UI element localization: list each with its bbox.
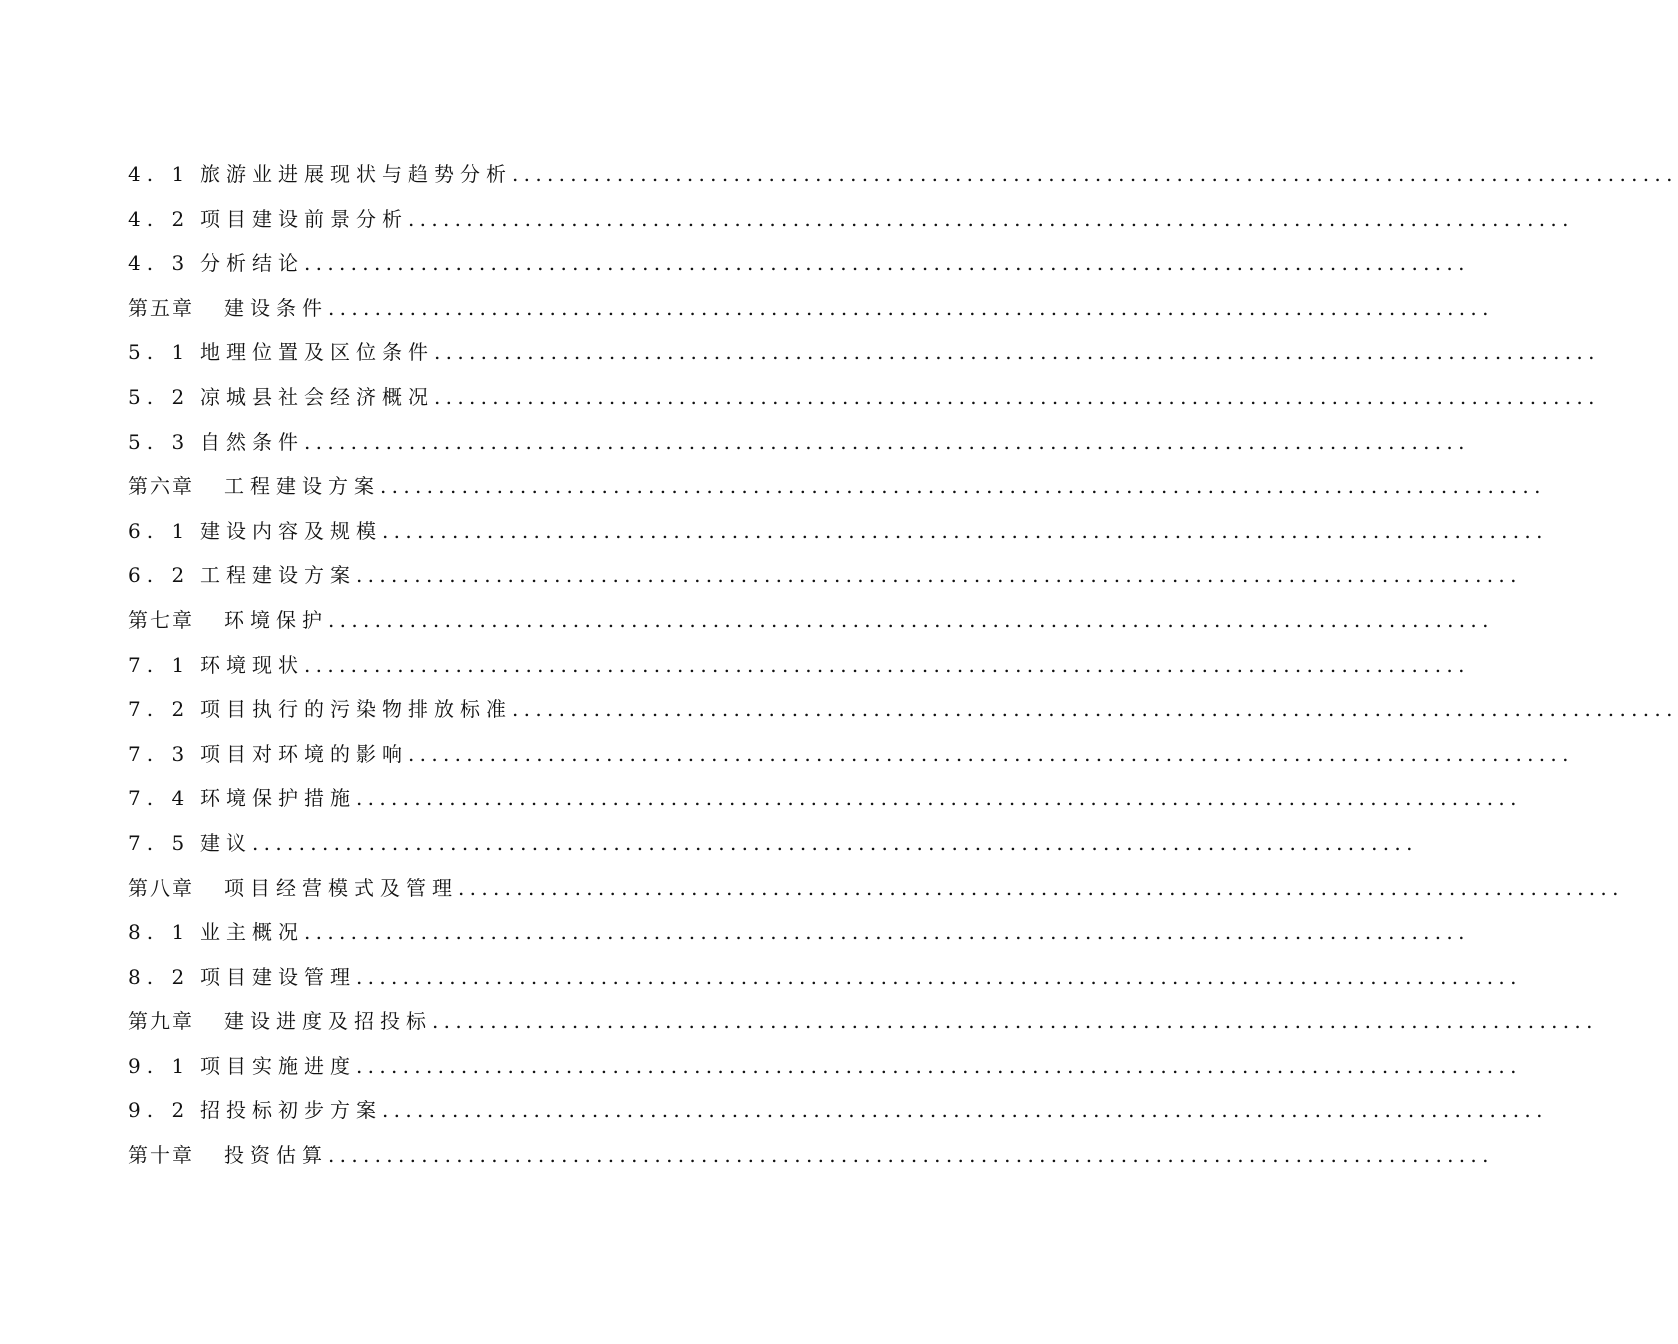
toc-chapter-number: 第五章: [128, 295, 194, 320]
toc-leader-dots: ....................................................................................................: [328, 1143, 1494, 1168]
toc-leader-dots: ....................................................................................................: [356, 786, 1522, 811]
toc-entry-title: 项目实施进度: [200, 1053, 356, 1078]
toc-entry-number: 6. 2: [128, 563, 191, 588]
toc-entry-number: 7. 2: [128, 697, 191, 722]
toc-entry-number: 9. 2: [128, 1098, 191, 1123]
toc-chapter-entry[interactable]: [128, 598, 1494, 643]
toc-entry-title: 环境现状: [200, 652, 304, 677]
toc-leader-dots: ....................................................................................................: [356, 964, 1522, 989]
toc-entry-number: 9. 1: [128, 1053, 191, 1078]
toc-leader-dots: ....................................................................................................: [434, 340, 1600, 365]
toc-chapter-number: 第八章: [128, 875, 194, 900]
toc-chapter-entry[interactable]: [128, 1133, 1494, 1178]
toc-leader-dots: ....................................................................................................: [304, 251, 1470, 276]
toc-entry-title: 分析结论: [200, 251, 304, 276]
toc-entry-number: 7. 5: [128, 830, 191, 855]
toc-entry-title: 旅游业进展现状与趋势分析: [200, 162, 512, 186]
toc-entry-title: 项目执行的污染物排放标准: [200, 697, 512, 722]
toc-entry[interactable]: [128, 643, 1470, 688]
toc-entry-title: 建设条件: [224, 295, 328, 320]
toc-leader-dots: ....................................................................................................: [382, 518, 1548, 543]
toc-entry-title: 环境保护: [224, 607, 328, 632]
toc-entry-number: 8. 1: [128, 920, 191, 945]
toc-chapter-number: 第九章: [128, 1009, 194, 1034]
toc-entry[interactable]: [128, 197, 1574, 242]
toc-entry[interactable]: [128, 955, 1522, 1000]
toc-entry-title: 投资估算: [224, 1143, 328, 1168]
toc-entry-number: 7. 4: [128, 786, 191, 811]
toc-entry-title: 项目建设管理: [200, 964, 356, 989]
toc-leader-dots: ....................................................................................................: [328, 295, 1494, 320]
toc-entry-title: 项目经营模式及管理: [224, 875, 458, 900]
toc-entry[interactable]: [128, 732, 1574, 777]
toc-leader-dots: ....................................................................................................: [432, 1009, 1598, 1034]
toc-entry[interactable]: [128, 776, 1522, 821]
toc-leader-dots: ....................................................................................................: [328, 607, 1494, 632]
toc-entry-number: 4. 3: [128, 251, 191, 276]
toc-entry-title: 凉城县社会经济概况: [200, 384, 434, 409]
toc-leader-dots: ....................................................................................................: [380, 474, 1546, 499]
toc-entry-title: 建议: [200, 830, 252, 855]
toc-chapter-number: 第七章: [128, 607, 194, 632]
toc-leader-dots: ....................................................................................................: [356, 1053, 1522, 1078]
toc-leader-dots: ....................................................................................................: [512, 162, 1678, 186]
toc-entry-number: 8. 2: [128, 964, 191, 989]
toc-entry[interactable]: [128, 1044, 1522, 1089]
toc-chapter-number: 第六章: [128, 474, 194, 499]
toc-chapter-entry[interactable]: [128, 866, 1624, 911]
toc-leader-dots: ....................................................................................................: [512, 697, 1678, 722]
toc-entry-number: 5. 1: [128, 340, 191, 365]
toc-entry-title: 建设进度及招投标: [224, 1009, 432, 1034]
toc-entry-title: 项目对环境的影响: [200, 741, 408, 766]
toc-leader-dots: ....................................................................................................: [458, 875, 1624, 900]
toc-chapter-entry[interactable]: [128, 286, 1494, 331]
toc-leader-dots: ....................................................................................................: [304, 652, 1470, 677]
toc-entry-title: 工程建设方案: [224, 474, 380, 499]
toc-entry[interactable]: [128, 687, 1678, 732]
toc-entry-number: 4. 1: [128, 162, 191, 186]
toc-leader-dots: ....................................................................................................: [408, 741, 1574, 766]
toc-leader-dots: ....................................................................................................: [382, 1098, 1548, 1123]
toc-leader-dots: ....................................................................................................: [252, 830, 1418, 855]
toc-chapter-number: 第十章: [128, 1143, 194, 1168]
toc-leader-dots: ....................................................................................................: [408, 206, 1574, 231]
toc-entry[interactable]: [128, 330, 1600, 375]
toc-entry-title: 自然条件: [200, 429, 304, 454]
toc-entry[interactable]: [128, 420, 1470, 465]
toc-entry-title: 项目建设前景分析: [200, 206, 408, 231]
toc-entry-title: 环境保护措施: [200, 786, 356, 811]
toc-entry-number: 7. 3: [128, 741, 191, 766]
toc-entry-title: 招投标初步方案: [200, 1098, 382, 1123]
toc-entry-number: 7. 1: [128, 652, 191, 677]
toc-entry[interactable]: [128, 910, 1470, 955]
toc-chapter-entry[interactable]: [128, 464, 1546, 509]
toc-chapter-entry[interactable]: [128, 999, 1598, 1044]
toc-entry[interactable]: [128, 509, 1548, 554]
toc-entry-number: 5. 3: [128, 429, 191, 454]
toc-entry[interactable]: [128, 553, 1522, 598]
toc-entry-number: 4. 2: [128, 206, 191, 231]
toc-entry-title: 地理位置及区位条件: [200, 340, 434, 365]
toc-entry-number: 6. 1: [128, 518, 191, 543]
toc-entry[interactable]: [128, 241, 1470, 286]
table-of-contents: [128, 152, 1678, 1178]
toc-entry-title: 工程建设方案: [200, 563, 356, 588]
toc-leader-dots: ....................................................................................................: [304, 429, 1470, 454]
toc-entry-title: 业主概况: [200, 920, 304, 945]
toc-entry[interactable]: [128, 375, 1600, 420]
toc-leader-dots: ....................................................................................................: [434, 384, 1600, 409]
toc-entry[interactable]: [128, 152, 1678, 197]
toc-leader-dots: ....................................................................................................: [356, 563, 1522, 588]
toc-leader-dots: ....................................................................................................: [304, 920, 1470, 945]
toc-entry-number: 5. 2: [128, 384, 191, 409]
toc-entry[interactable]: [128, 821, 1418, 866]
toc-entry-title: 建设内容及规模: [200, 518, 382, 543]
toc-entry[interactable]: [128, 1088, 1548, 1133]
